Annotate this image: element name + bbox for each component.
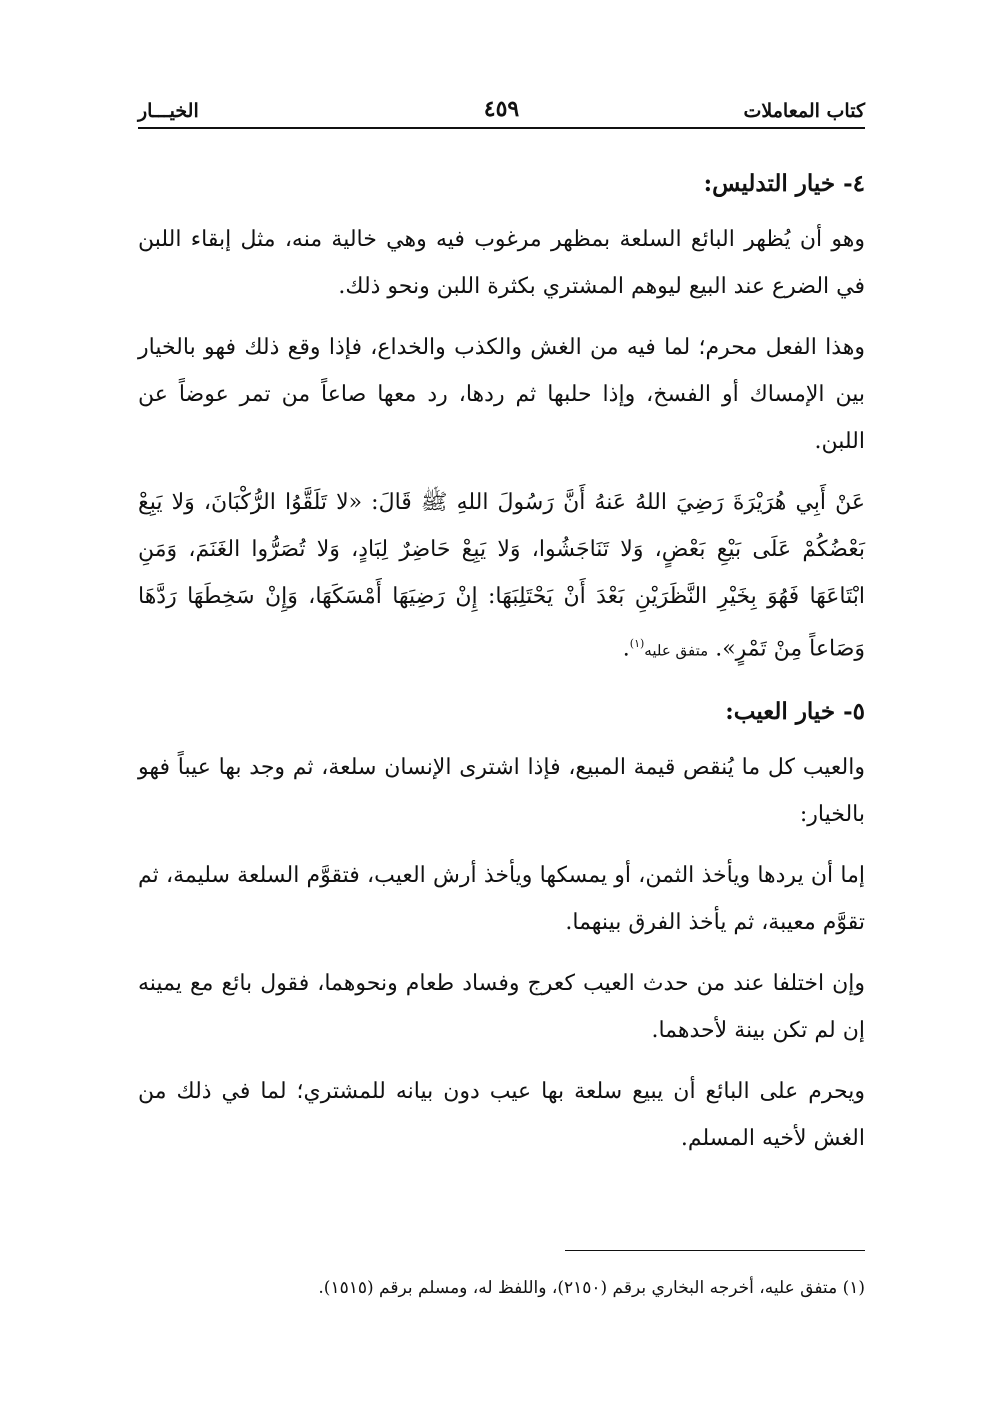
paragraph: وهو أن يُظهر البائع السلعة بمظهر مرغوب فيه وهي خالية منه، مثل إبقاء اللبن في الضرع عند البيع ليوهم المشتري بكثرة اللبن ونحو ذلك.: [138, 227, 865, 299]
main-content: [138, 160, 865, 1162]
paragraph: وإن اختلفا عند من حدث العيب كعرج وفساد طعام ونحوهما، فقول بائع مع يمينه إن لم تكن بينة لأحدهما.: [138, 971, 866, 1044]
chapter-title: الخيـــار: [138, 100, 199, 122]
footnote-marker: (١): [629, 637, 645, 650]
running-header: [138, 92, 865, 132]
header-rule: [138, 127, 865, 129]
paragraph: والعيب كل ما يُنقص قيمة المبيع، فإذا اشترى الإنسان سلعة، ثم وجد بها عيباً فهو بالخيار:: [138, 755, 865, 828]
section-heading-ayb: ٥- خيار العيب:: [725, 698, 865, 726]
paragraph: وهذا الفعل محرم؛ لما فيه من الغش والكذب والخداع، فإذا وقع ذلك فهو بالخيار بين الإمساك أو الفسخ، وإذا حلبها ثم ردها، رد معها صاعاً من تمر عوضاً عن اللبن.: [138, 335, 865, 454]
hadith-end: .: [622, 636, 630, 662]
footnote: (١) متفق عليه، أخرجه البخاري برقم (٢١٥٠)، واللفظ له، ومسلم برقم (١٥١٥).: [318, 1278, 865, 1298]
hadith-attribution: متفق عليه: [644, 641, 709, 660]
paragraph: إما أن يردها ويأخذ الثمن، أو يمسكها ويأخذ أرش العيب، فتقوَّم السلعة سليمة، ثم تقوَّم معيبة، ثم يأخذ الفرق بينهما.: [138, 863, 865, 936]
footnote-rule: [565, 1250, 865, 1251]
book-title: كتاب المعاملات: [743, 100, 865, 122]
hadith-text: عَنْ أَبِي هُرَيْرَةَ رَضِيَ اللهُ عَنهُ أَنَّ رَسُولَ اللهِ ﷺ قَالَ: «لا تَلَقَّوُا الرُّكْبَانَ، وَلا يَبِعْ بَعْضُكُمْ عَلَى بَيْعِ بَعْضٍ، وَلا تَنَاجَشُوا، وَلا يَبِعْ حَاضِرٌ لِبَادٍ، وَلا تُصَرُّوا الغَنَمَ، وَمَنِ ابْتَاعَهَا فَهُوَ بِخَيْرِ النَّظَرَيْنِ بَعْدَ أَنْ يَحْتَلِبَهَا: إِنْ رَضِيَهَا أَمْسَكَهَا، وَإِنْ سَخِطَهَا رَدَّهَا وَصَاعاً مِنْ تَمْرٍ».: [138, 490, 865, 662]
hadith-paragraph: [138, 479, 865, 674]
paragraph: ويحرم على البائع أن يبيع سلعة بها عيب دون بيانه للمشتري؛ لما في ذلك من الغش لأخيه المسلم.: [138, 1079, 865, 1152]
page-number: ٤٥٩: [483, 96, 520, 122]
section-heading-tadlis: ٤- خيار التدليس:: [703, 170, 865, 197]
